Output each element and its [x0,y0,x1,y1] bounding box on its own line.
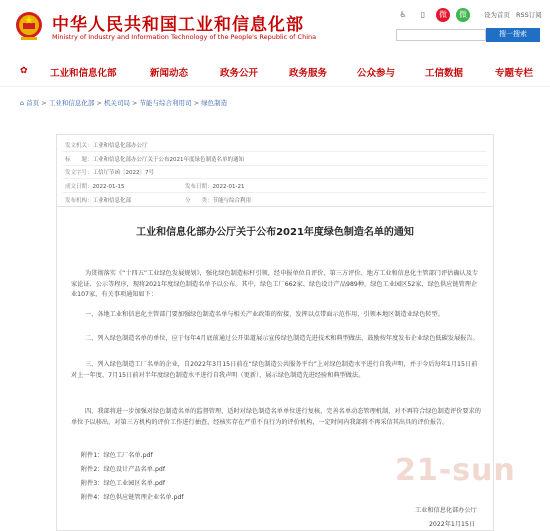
paragraph-4: 四、我部将进一步加强对绿色制造名单的监督管理，适时对绿色制造名单单位进行复核，完善名单动态管理机制，对不再符合绿色制造评价要求的单位予以移出，对第三方机构的评价工作进行抽查，经核实存在严重不良行为的评价机构，一定时间内我部将不再采信其出具的评价报告。 [71,408,481,426]
attachment-link-2[interactable]: 附件2：绿色设计产品名单.pdf [81,466,165,473]
breadcrumb-item-home[interactable]: 首页 [26,99,40,107]
breadcrumb-item-energy-saving[interactable]: 节能与综合利用司 [139,99,192,107]
accessibility-icon[interactable]: ♿ [399,10,407,19]
paragraph-intro: 为贯彻落实《“十四五”工业绿色发展规划》，强化绿色制造标杆引领，经申报单位自评价、第三方评价、地方工业和信息化主管部门评估确认及专家论证、公示等程序，现将2021年度绿色制造名单予以公布。其中，绿色工厂662家、绿色设计产品989种、绿色工业园区52家、绿色供应链管理企业107家，有关事项通知如下： [71,270,479,298]
meta-issuer: 工业和信息化部办公厅 [92,143,148,149]
paragraph-1: 一、各地工业和信息化主管部门要加强绿色制造名单与相关产业政策的衔接，发挥以点带面示范作用，引领本地区制造业绿色转型。 [85,311,444,318]
nav-item-ministry[interactable]: 工业和信息化部 [50,68,117,79]
meta-issuer-label: 发文机关： [65,143,93,149]
meta-docno: 工信厅节函〔2022〕7号 [92,170,155,176]
breadcrumb-separator: > [132,99,138,107]
meta-category: 节能与综合利用 [212,198,252,204]
breadcrumb-separator: > [193,99,200,107]
meta-docno-label: 发文字号： [65,170,93,176]
meta-published-date: 2022-01-21 [212,184,245,190]
attachment-link-1[interactable]: 附件1：绿色工厂名单.pdf [81,452,153,459]
meta-written-label: 成文日期： [65,184,93,190]
meta-title-label: 标 题： [65,157,93,163]
nav-item-public[interactable]: 公众参与 [357,68,396,79]
search-input[interactable] [396,29,486,41]
document-title: 工业和信息化部办公厅关于公布2021年度绿色制造名单的通知 [136,227,414,238]
breadcrumb [20,98,227,107]
breadcrumb-item-ministry[interactable]: 工业和信息化部 [48,99,95,107]
meta-category-label: 分 类： [185,198,213,204]
search-button[interactable]: 搜一搜索 [486,28,540,42]
nav-item-data[interactable]: 工信数据 [425,68,464,79]
rss-link[interactable]: RSS订阅 [516,11,542,19]
home-icon: ⌂ [20,99,25,107]
meta-title: 工业和信息化部办公厅关于公布2021年度绿色制造名单的通知 [92,157,245,163]
breadcrumb-item-green-manufacturing[interactable]: 绿色制造 [201,99,228,107]
nav-item-gov-affairs[interactable]: 政务公开 [220,68,259,79]
mobile-icon[interactable]: ▯ [420,10,426,19]
breadcrumb-separator: > [96,99,102,107]
document-meta [57,135,493,207]
meta-published-label: 发布日期： [185,184,213,190]
watermark-logo: 21-sun [395,453,516,488]
paragraph-3: 三、列入绿色制造工厂名单的企业，自2022年3月15日前在“绿色制造公共服务平台”上对绿色制造水平进行自我声明，并于今后每年1月15日前对上一年度、7月15日前对半年度绿色制造水平进行自我声明（更新），展示绿色制造先进经验和典型做法。 [71,361,478,379]
attachment-link-3[interactable]: 附件3：绿色工业园区名单.pdf [81,480,165,487]
site-header [0,0,550,52]
wechat-icon[interactable]: 微 [456,8,470,22]
paragraph-2: 二、列入绿色制造名单的单位，应于每年4月底前通过公开渠道展示宣传绿色制造先进技术和典型做法，鼓励按年度发布企业绿色低碳发展报告。 [85,335,479,342]
meta-org-label: 发布机构： [65,198,93,204]
nav-item-gov-services[interactable]: 政务服务 [289,68,328,79]
national-emblem-icon[interactable] [14,10,44,42]
attachment-link-4[interactable]: 附件4：绿色供应链管理企业名单.pdf [81,494,184,501]
breadcrumb-separator: > [41,99,47,107]
site-title[interactable]: 中华人民共和国工业和信息化部 [52,15,304,35]
site-subtitle: Ministry of Industry and Information Technology of the People's Republic of China [52,33,317,41]
set-homepage-link[interactable]: 设为首页 [484,11,510,19]
signature-date: 2022年1月15日 [429,521,476,528]
nav-item-topics[interactable]: 专题专栏 [495,68,534,79]
meta-org: 工业和信息化部 [92,198,132,204]
main-nav [0,57,550,87]
home-icon[interactable]: ✿ [20,66,28,76]
signature-org: 工业和信息化部办公厅 [415,507,477,514]
nav-item-news[interactable]: 新闻动态 [150,68,189,79]
breadcrumb-item-departments[interactable]: 机关司局 [103,99,130,107]
weibo-icon[interactable]: 微 [436,8,450,22]
meta-written-date: 2022-01-15 [92,184,125,190]
